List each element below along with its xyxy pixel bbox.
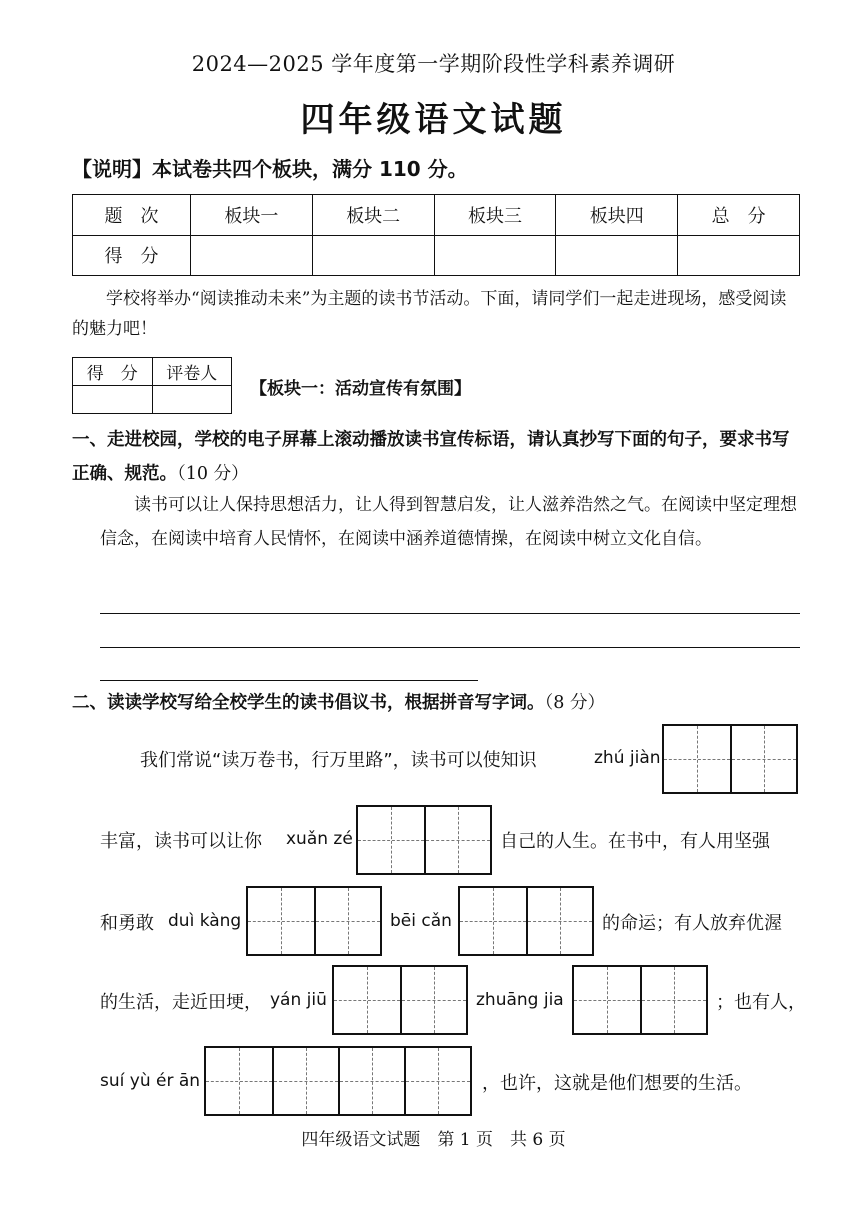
score-blank-cell[interactable] xyxy=(678,235,800,276)
passage-text: 的命运；有人放弃优渥 xyxy=(602,913,782,934)
score-header-cell: 板块四 xyxy=(556,195,678,236)
score-blank-cell[interactable] xyxy=(191,235,313,276)
copy-passage: 读书可以让人保持思想活力，让人得到智慧启发，让人滋养浩然之气。在阅读中坚定理想信念，在阅读中培育人民情怀，在阅读中涵养道德情操，在阅读中树立文化自信。 xyxy=(100,495,797,549)
exam-header: 2024—2025 学年度第一学期阶段性学科素养调研 xyxy=(191,52,676,76)
answer-cell[interactable] xyxy=(272,1048,338,1114)
intro-paragraph: 学校将举办“阅读推动未来”为主题的读书节活动。下面，请同学们一起走进现场，感受阅读的魅力吧！ xyxy=(72,289,787,339)
answer-cell[interactable] xyxy=(574,967,640,1033)
passage-text: 丰富，读书可以让你 xyxy=(100,831,262,852)
page-footer: 四年级语文试题 第 1 页 共 6 页 xyxy=(301,1130,566,1150)
question-1 xyxy=(72,423,802,491)
answer-cell[interactable] xyxy=(640,967,706,1033)
answer-cell[interactable] xyxy=(338,1048,404,1114)
page-title: 四年级语文试题 xyxy=(300,100,567,140)
pinyin-label: bēi cǎn xyxy=(390,911,452,931)
passage-text: ，也许，这就是他们想要的生活。 xyxy=(482,1073,752,1094)
pinyin-label: yán jiū xyxy=(270,990,327,1010)
grader-score-blank[interactable] xyxy=(73,386,153,414)
score-header-cell: 板块三 xyxy=(434,195,556,236)
score-blank-cell[interactable] xyxy=(556,235,678,276)
table-row xyxy=(73,235,800,276)
pinyin-label: zhuāng jia xyxy=(476,990,564,1010)
answer-box-pair xyxy=(572,965,708,1035)
answer-cell[interactable] xyxy=(358,807,424,873)
pinyin-label: zhú jiàn xyxy=(594,748,661,768)
score-header-cell: 总 分 xyxy=(678,195,800,236)
answer-cell[interactable] xyxy=(206,1048,272,1114)
answer-box-pair xyxy=(662,724,798,794)
question-1-text: 一、走进校园，学校的电子屏幕上滚动播放读书宣传标语，请认真抄写下面的句子，要求书写正确、规范。 xyxy=(72,430,790,484)
score-blank-cell[interactable] xyxy=(312,235,434,276)
passage-text: 的生活，走近田埂， xyxy=(100,992,262,1013)
grader-box xyxy=(72,357,232,414)
answer-cell[interactable] xyxy=(424,807,490,873)
grader-score-label: 得 分 xyxy=(73,358,153,386)
answer-cell[interactable] xyxy=(314,888,380,954)
writing-line[interactable] xyxy=(100,613,800,614)
question-2 xyxy=(72,686,802,720)
question-2-points: （8 分） xyxy=(544,693,605,713)
score-header-cell: 板块二 xyxy=(312,195,434,236)
answer-cell[interactable] xyxy=(404,1048,470,1114)
answer-cell[interactable] xyxy=(334,967,400,1033)
table-row xyxy=(73,195,800,236)
passage-text: 自己的人生。在书中，有人用坚强 xyxy=(500,831,770,852)
answer-cell[interactable] xyxy=(526,888,592,954)
score-header-cell: 板块一 xyxy=(191,195,313,236)
passage-text: 和勇敢 xyxy=(100,913,154,934)
answer-box-pair xyxy=(246,886,382,956)
answer-box-pair xyxy=(356,805,492,875)
question-1-points: （10 分） xyxy=(177,464,249,484)
score-header-cell: 题 次 xyxy=(73,195,191,236)
answer-cell[interactable] xyxy=(664,726,730,792)
score-row-label: 得 分 xyxy=(73,235,191,276)
passage-text: 我们常说“读万卷书，行万里路”，读书可以使知识 xyxy=(140,750,537,771)
writing-line[interactable] xyxy=(100,680,478,681)
pinyin-label: duì kàng xyxy=(168,911,242,931)
pinyin-label: xuǎn zé xyxy=(286,829,353,849)
score-blank-cell[interactable] xyxy=(434,235,556,276)
passage-text: ；也有人， xyxy=(716,992,806,1013)
score-table xyxy=(72,194,800,276)
answer-box-pair xyxy=(458,886,594,956)
writing-line[interactable] xyxy=(100,647,800,648)
answer-box-pair xyxy=(332,965,468,1035)
answer-cell[interactable] xyxy=(730,726,796,792)
answer-cell[interactable] xyxy=(460,888,526,954)
grader-name-blank[interactable] xyxy=(152,386,232,414)
pinyin-label: suí yù ér ān xyxy=(100,1071,201,1091)
answer-cell[interactable] xyxy=(400,967,466,1033)
question-2-text: 二、读读学校写给全校学生的读书倡议书，根据拼音写字词。 xyxy=(72,693,545,713)
grader-name-label: 评卷人 xyxy=(152,358,232,386)
answer-box-group xyxy=(204,1046,472,1116)
answer-cell[interactable] xyxy=(248,888,314,954)
section-title: 【板块一：活动宣传有氛围】 xyxy=(250,379,471,399)
instructions-note: 【说明】本试卷共四个板块，满分 110 分。 xyxy=(72,157,468,181)
